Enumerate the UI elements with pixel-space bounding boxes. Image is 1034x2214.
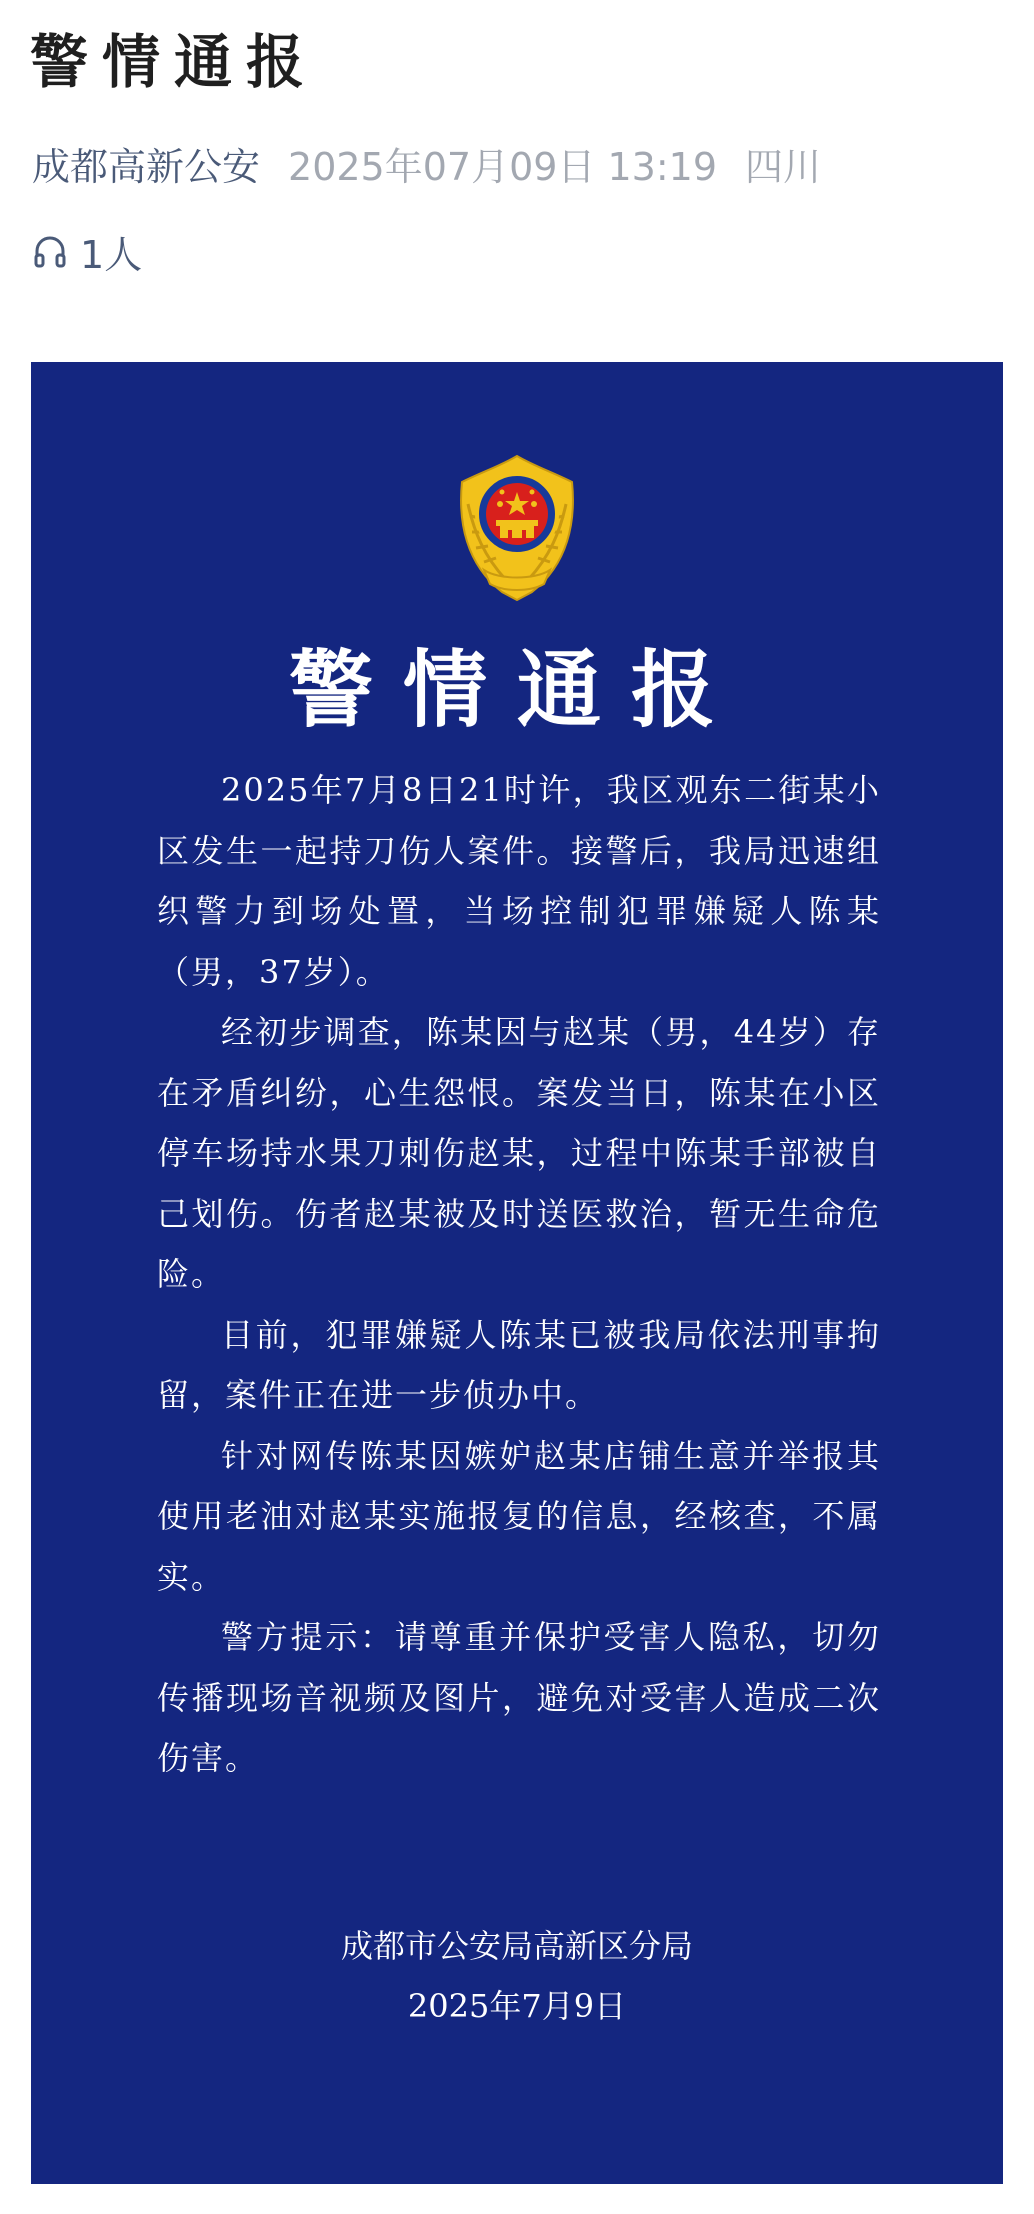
listener-count: 1人 [80,232,143,277]
notice-paragraph: 经初步调查，陈某因与赵某（男，44岁）存在矛盾纠纷，心生怨恨。案发当日，陈某在小区停车场持水果刀刺伤赵某，过程中陈某手部被自己划伤。伤者赵某被及时送医救治，暂无生命危险。 [157,1013,881,1293]
police-notice-image [31,362,1003,2184]
notice-signature-block [31,1916,1003,2036]
listen-button[interactable] [32,226,142,276]
headphones-icon [32,233,68,269]
notice-paragraph: 警方提示：请尊重并保护受害人隐私，切勿传播现场音视频及图片，避免对受害人造成二次伤害。 [157,1618,881,1777]
notice-paragraph: 2025年7月8日21时许，我区观东二街某小区发生一起持刀伤人案件。接警后，我局迅速组织警力到场处置，当场控制犯罪嫌疑人陈某（男，37岁）。 [157,771,881,991]
police-emblem [444,452,590,602]
page-title: 警情通报 [30,28,319,96]
publish-time: 2025年07月09日 13:19 [288,145,718,189]
notice-paragraph: 目前，犯罪嫌疑人陈某已被我局依法刑事拘留，案件正在进一步侦办中。 [157,1315,881,1414]
article-meta [32,142,821,192]
publish-region: 四川 [745,145,822,189]
issuing-authority: 成都市公安局高新区分局 [340,1927,693,1965]
notice-paragraph: 针对网传陈某因嫉妒赵某店铺生意并举报其使用老油对赵某实施报复的信息，经核查，不属实。 [157,1436,881,1596]
notice-date: 2025年7月9日 [407,1987,627,2025]
notice-heading: 警情通报 [288,640,745,739]
source-account[interactable]: 成都高新公安 [32,145,261,189]
notice-body [157,760,881,1789]
